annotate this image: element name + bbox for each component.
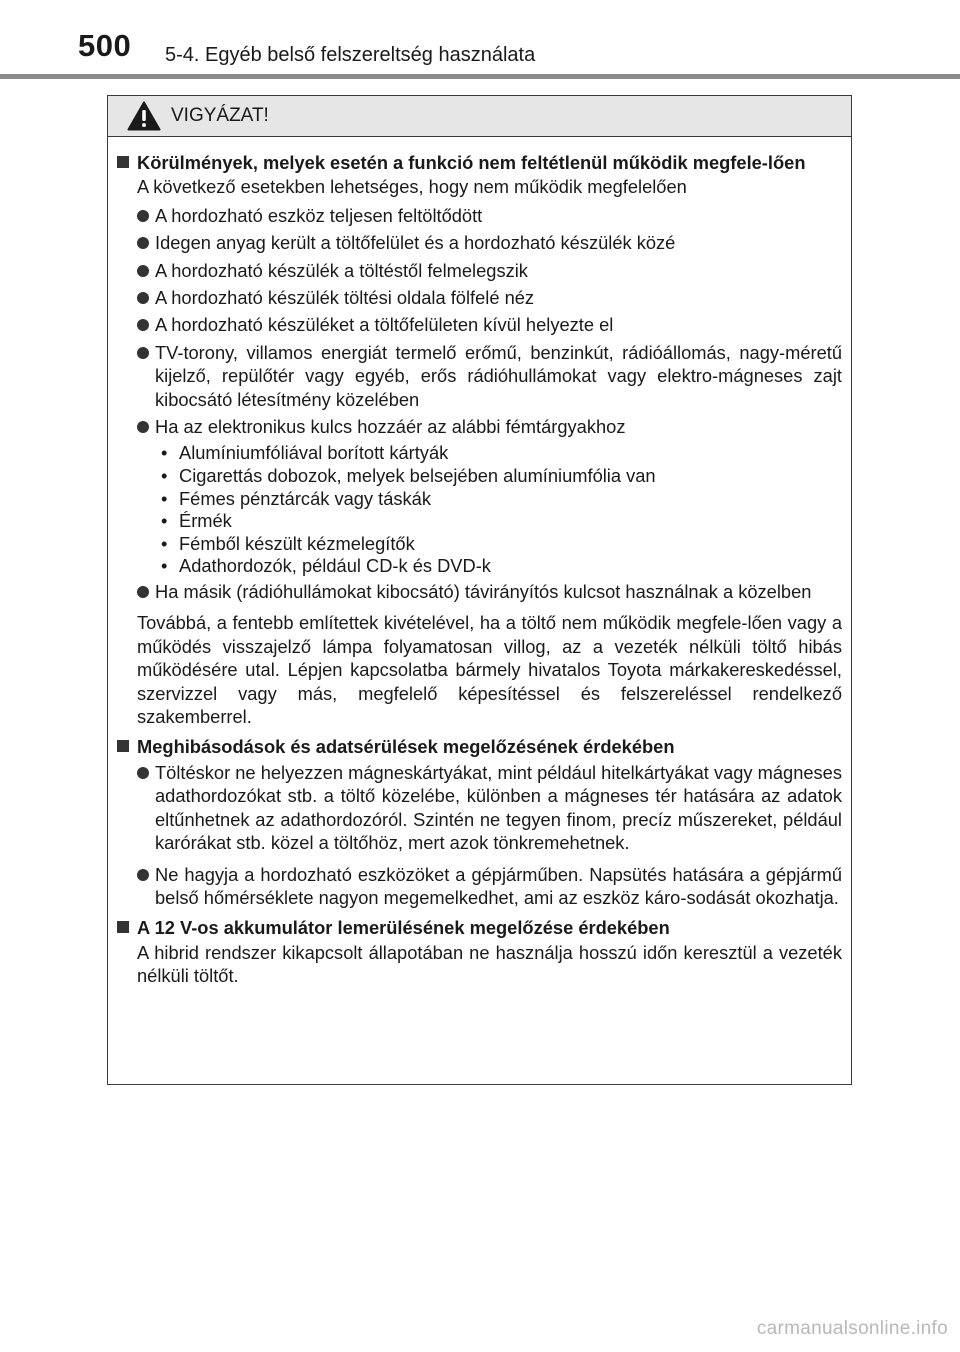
square-bullet-icon bbox=[117, 156, 129, 168]
list-item: A hordozható készüléket a töltőfelületen kívül helyezte el bbox=[116, 313, 842, 336]
circle-bullet-icon bbox=[137, 869, 149, 881]
sub-list-item: • Cigarettás dobozok, melyek belsejében alumíniumfólia van bbox=[161, 465, 656, 487]
list-item: Ha az elektronikus kulcs hozzáér az alábbi fémtárgyakhoz bbox=[116, 415, 842, 438]
circle-bullet-icon bbox=[137, 347, 149, 359]
circle-bullet-icon bbox=[137, 586, 149, 598]
page-header bbox=[0, 0, 960, 80]
square-bullet-icon bbox=[117, 740, 129, 752]
list-item: Idegen anyag került a töltőfelület és a hordozható készülék közé bbox=[116, 231, 842, 254]
warning-box bbox=[107, 95, 852, 1085]
circle-bullet-icon bbox=[137, 767, 149, 779]
list-item: A hordozható készülék a töltéstől felmelegszik bbox=[116, 259, 842, 282]
watermark: carmanualsonline.info bbox=[756, 1318, 948, 1339]
section-heading: Meghibásodások és adatsérülések megelőzésének érdekében bbox=[116, 735, 842, 758]
warning-content bbox=[108, 137, 851, 988]
circle-bullet-icon bbox=[137, 319, 149, 331]
circle-bullet-icon bbox=[137, 210, 149, 222]
list-item: Ha másik (rádióhullámokat kibocsátó) távirányítós kulcsot használnak a közelben bbox=[116, 580, 842, 603]
circle-bullet-icon bbox=[137, 237, 149, 249]
section-intro: A következő esetekben lehetséges, hogy nem működik megfelelően bbox=[137, 176, 687, 198]
warning-title: VIGYÁZAT! bbox=[171, 105, 269, 126]
list-item: Töltéskor ne helyezzen mágneskártyákat, mint például hitelkártyákat vagy mágneses adathordozókat stb. a töltő közelébe, különben a mágneses tér hatására az adatok eltűnhetnek az adathordozóról. Szintén ne tegyen finom, precíz műszereket, például karórákat stb. közel a töltőhöz, mert azok tönkremehetnek. bbox=[116, 761, 842, 855]
sub-list-item: • Érmék bbox=[161, 510, 232, 532]
sub-list-item: • Alumíniumfóliával borított kártyák bbox=[161, 442, 449, 464]
circle-bullet-icon bbox=[137, 292, 149, 304]
warning-triangle-icon bbox=[127, 101, 161, 131]
list-item: A hordozható eszköz teljesen feltöltődött bbox=[116, 204, 842, 227]
page-number: 500 bbox=[78, 28, 132, 63]
section-heading: Körülmények, melyek esetén a funkció nem feltétlenül működik megfele-lően bbox=[116, 151, 842, 174]
warning-header bbox=[108, 96, 851, 137]
list-item: A hordozható készülék töltési oldala fölfelé néz bbox=[116, 286, 842, 309]
sub-list-item: • Adathordozók, például CD-k és DVD-k bbox=[161, 555, 491, 577]
section-title: 5-4. Egyéb belső felszereltség használata bbox=[165, 44, 536, 66]
section-outro: Továbbá, a fentebb említettek kivételével, ha a töltő nem működik megfele-lően vagy a működés visszajelző lámpa folyamatosan villog, az a vezeték nélküli töltő hibás működésére utal. Lépjen kapcsolatba bármely hivatalos Toyota márkakereskedéssel, szervizzel vagy más, megfelelő képesítéssel és felszereléssel rendelkező szakemberrel. bbox=[137, 612, 842, 728]
section-intro: A hibrid rendszer kikapcsolt állapotában ne használja hosszú időn keresztül a vezeték nélküli töltőt. bbox=[137, 941, 842, 987]
square-bullet-icon bbox=[117, 921, 129, 933]
sub-list-item: • Fémből készült kézmelegítők bbox=[161, 532, 415, 554]
sub-list-item: • Fémes pénztárcák vagy táskák bbox=[161, 487, 431, 509]
sub-list bbox=[116, 442, 842, 578]
section-heading: A 12 V-os akkumulátor lemerülésének megelőzése érdekében bbox=[116, 916, 842, 939]
list-item: Ne hagyja a hordozható eszközöket a gépjárműben. Napsütés hatására a gépjármű belső hőmérséklete nagyon megemelkedhet, ami az eszköz káro-sodását okozhatja. bbox=[116, 863, 842, 910]
list-item: TV-torony, villamos energiát termelő erőmű, benzinkút, rádióállomás, nagy-méretű kijelző, repülőtér vagy egyéb, erős rádióhullámokat vagy elektro-mágneses zajt kibocsátó létesítmény közelében bbox=[116, 341, 842, 411]
circle-bullet-icon bbox=[137, 265, 149, 277]
circle-bullet-icon bbox=[137, 421, 149, 433]
header-rule bbox=[0, 74, 960, 79]
